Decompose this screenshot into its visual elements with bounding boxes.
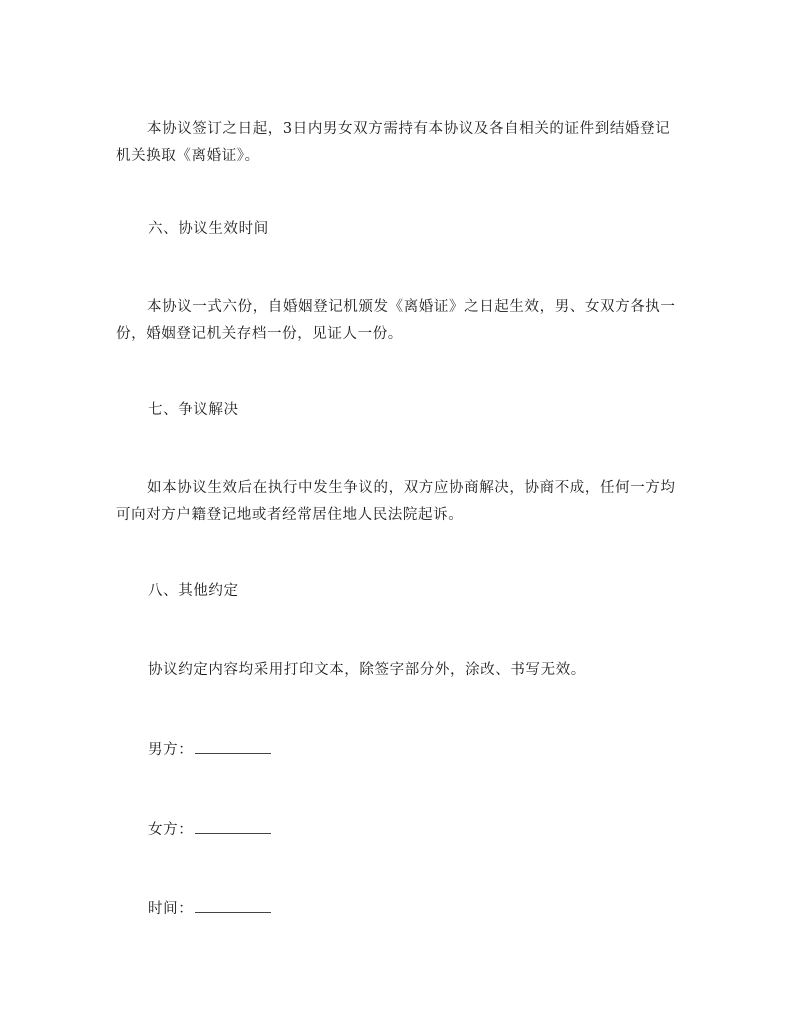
signature-line-date	[148, 898, 271, 919]
signature-label-date: 时间：	[148, 901, 194, 917]
paragraph-dispute-resolution: 如本协议生效后在执行中发生争议的，双方应协商解决，协商不成，任何一方均可向对方户籍登记地或者经常居住地人民法院起诉。	[116, 480, 676, 523]
signature-label-female: 女方：	[148, 822, 194, 838]
section-heading-effective-time: 六、协议生效时间	[148, 221, 269, 237]
signature-line-male	[148, 739, 271, 760]
signature-label-male: 男方：	[148, 742, 194, 758]
section-heading-other-terms: 八、其他约定	[148, 583, 239, 599]
paragraph-effective-time: 本协议一式六份，自婚姻登记机颁发《离婚证》之日起生效，男、女双方各执一份，婚姻登记机关存档一份，见证人一份。	[116, 299, 676, 342]
signature-blank-male[interactable]	[195, 739, 271, 754]
signature-blank-female[interactable]	[195, 819, 271, 834]
section-heading-dispute-resolution: 七、争议解决	[148, 402, 239, 418]
signature-line-female	[148, 819, 271, 840]
paragraph-certificate-exchange: 本协议签订之日起，3日内男女双方需持有本协议及各自相关的证件到结婚登记机关换取《离婚证》。	[116, 121, 671, 164]
signature-blank-date[interactable]	[195, 898, 271, 913]
paragraph-other-terms: 协议约定内容均采用打印文本，除签字部分外，涂改、书写无效。	[148, 662, 586, 678]
